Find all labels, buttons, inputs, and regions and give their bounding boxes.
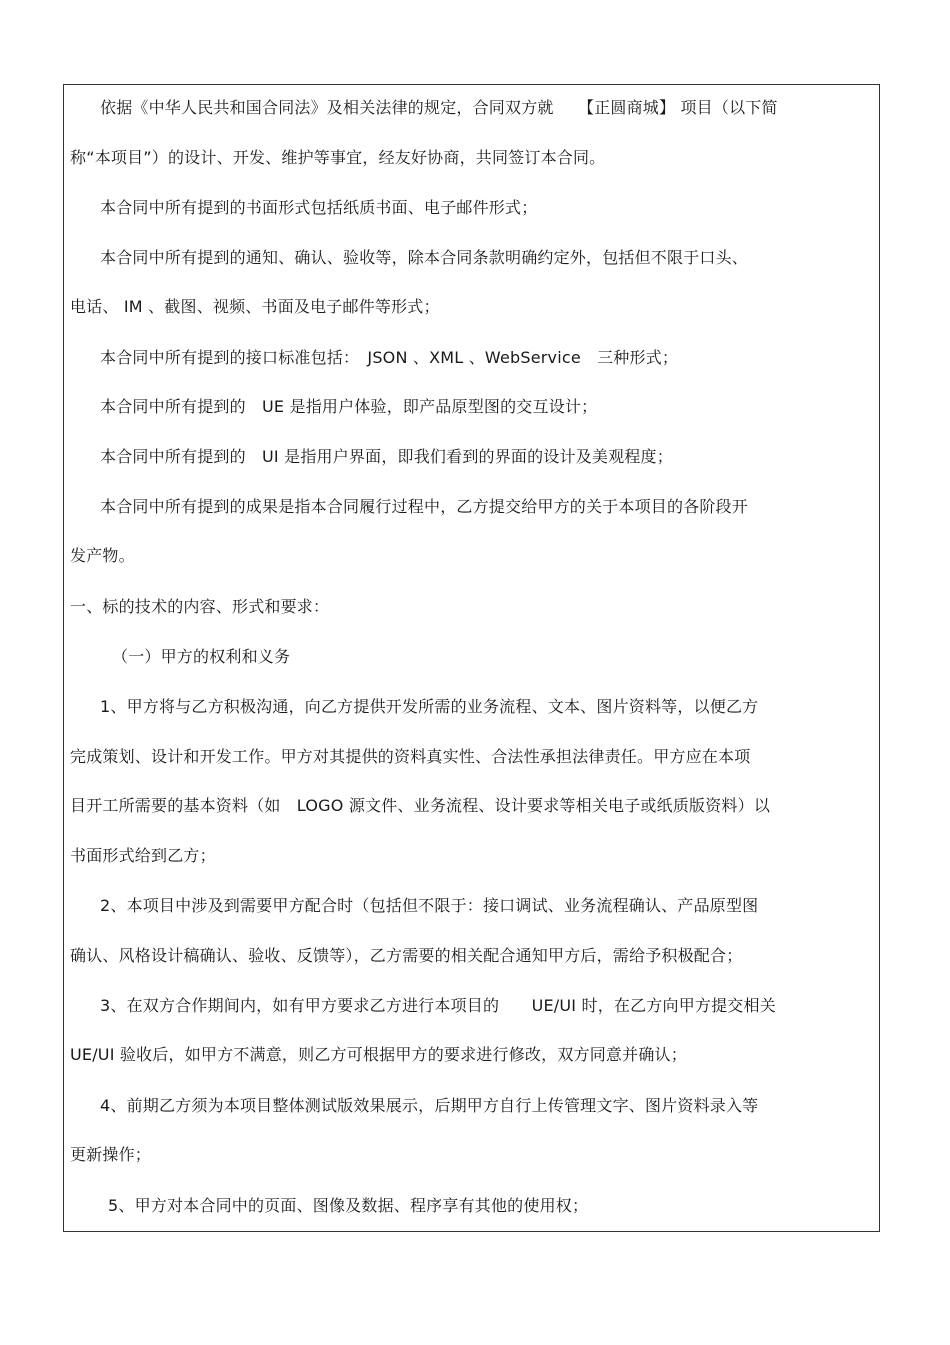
paragraph-line: 3、在双方合作期间内，如有甲方要求乙方进行本项目的 UE/UI 时，在乙方向甲方提交相关: [100, 996, 776, 1015]
paragraph-line: 本合同中所有提到的通知、确认、验收等，除本合同条款明确约定外，包括但不限于口头、: [100, 248, 749, 267]
paragraph-line: 本合同中所有提到的 UE 是指用户体验，即产品原型图的交互设计；: [100, 397, 598, 416]
paragraph-line: 书面形式给到乙方；: [70, 846, 216, 865]
paragraph-line: 1、甲方将与乙方积极沟通，向乙方提供开发所需的业务流程、文本、图片资料等，以便乙方: [100, 697, 759, 716]
paragraph-line: 称“本项目”）的设计、开发、维护等事宜，经友好协商，共同签订本合同。: [70, 148, 606, 167]
paragraph-line: 目开工所需要的基本资料（如 LOGO 源文件、业务流程、设计要求等相关电子或纸质版资料）以: [70, 796, 771, 815]
paragraph-line: 更新操作；: [70, 1145, 152, 1164]
paragraph-line: 电话、 IM 、截图、视频、书面及电子邮件等形式；: [70, 297, 440, 316]
subsection-heading: （一）甲方的权利和义务: [112, 647, 291, 666]
paragraph-line: 本合同中所有提到的接口标准包括： JSON 、XML 、WebService 三种形式；: [100, 348, 679, 367]
paragraph-line: UE/UI 验收后，如甲方不满意，则乙方可根据甲方的要求进行修改，双方同意并确认；: [70, 1045, 687, 1064]
paragraph-line: 确认、风格设计稿确认、验收、反馈等），乙方需要的相关配合通知甲方后，需给予积极配合；: [70, 946, 743, 965]
paragraph-line: 依据《中华人民共和国合同法》及相关法律的规定，合同双方就 【正圆商城】 项目（以下简: [100, 98, 778, 117]
section-heading: 一、标的技术的内容、形式和要求：: [70, 597, 330, 616]
paragraph-line: 本合同中所有提到的成果是指本合同履行过程中，乙方提交给甲方的关于本项目的各阶段开: [100, 497, 749, 516]
paragraph-line: 5、甲方对本合同中的页面、图像及数据、程序享有其他的使用权；: [108, 1196, 589, 1215]
paragraph-line: 本合同中所有提到的书面形式包括纸质书面、电子邮件形式；: [100, 198, 538, 217]
paragraph-line: 完成策划、设计和开发工作。甲方对其提供的资料真实性、合法性承担法律责任。甲方应在本项: [70, 747, 751, 766]
paragraph-line: 2、本项目中涉及到需要甲方配合时（包括但不限于：接口调试、业务流程确认、产品原型图: [100, 896, 759, 915]
paragraph-line: 4、前期乙方须为本项目整体测试版效果展示，后期甲方自行上传管理文字、图片资料录入等: [100, 1096, 759, 1115]
paragraph-line: 本合同中所有提到的 UI 是指用户界面，即我们看到的界面的设计及美观程度；: [100, 447, 673, 466]
paragraph-line: 发产物。: [70, 546, 135, 565]
